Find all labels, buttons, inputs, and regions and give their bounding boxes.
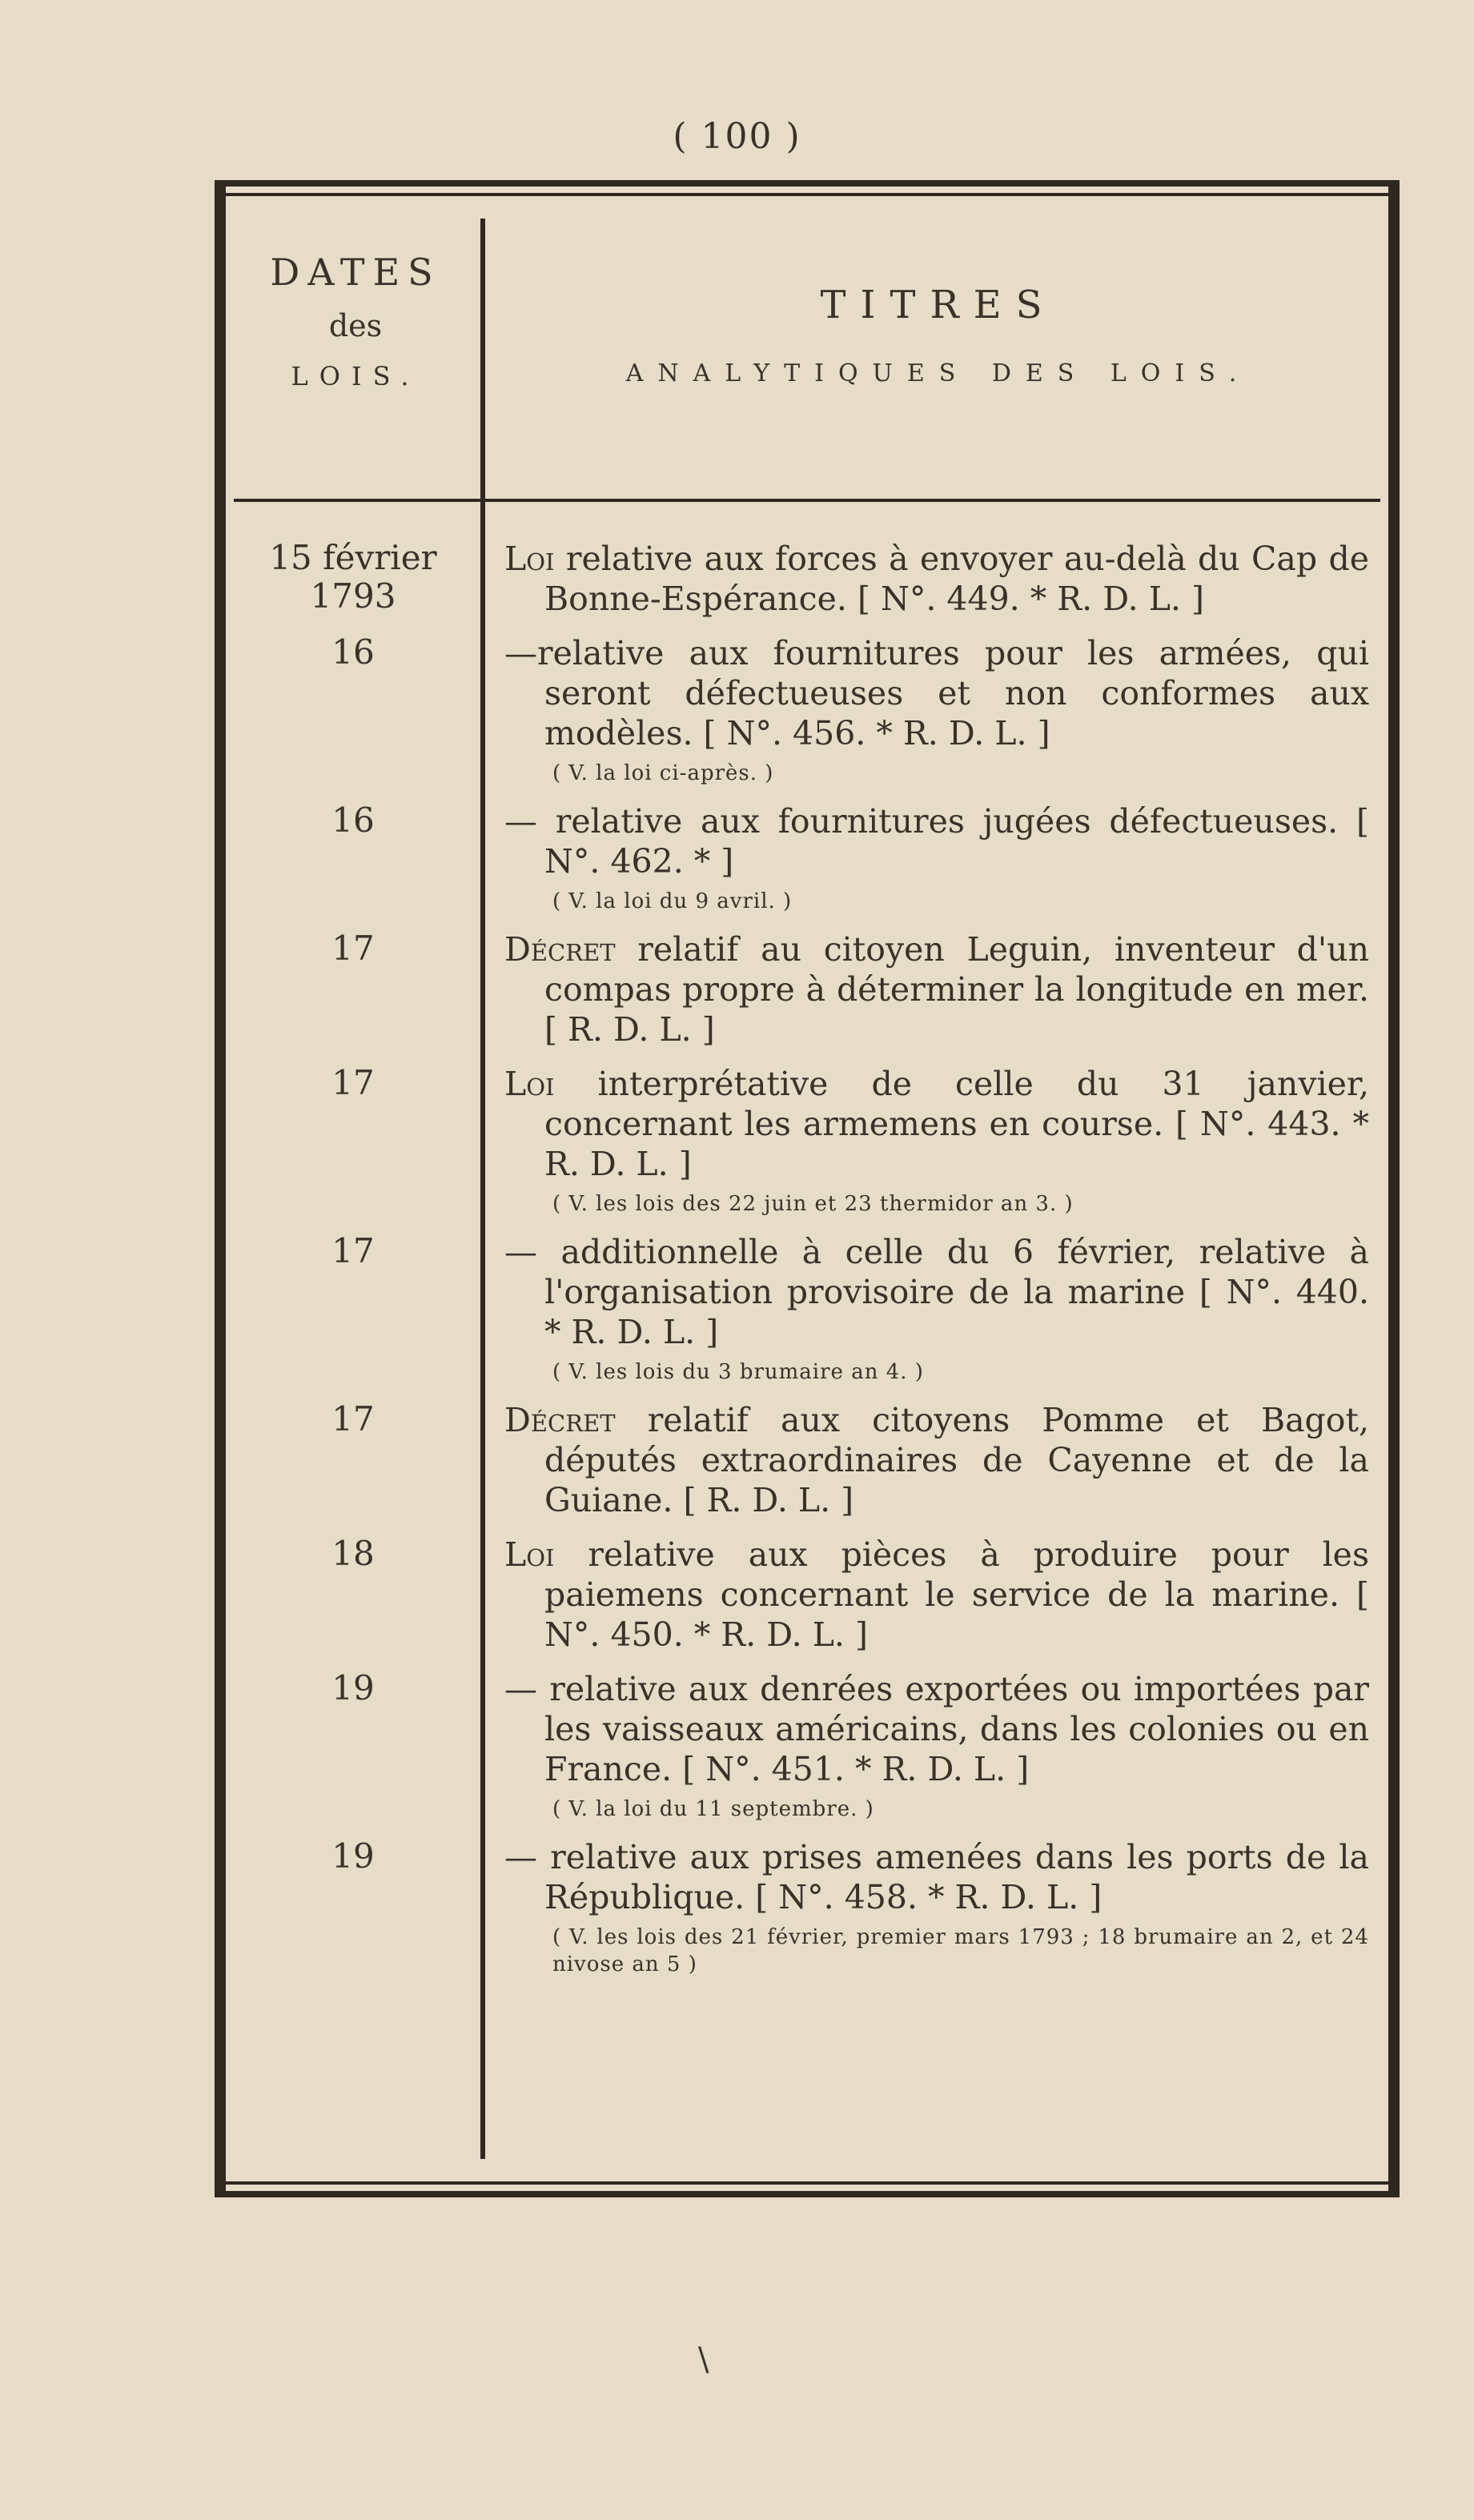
entry-text: — additionnelle à celle du 6 février, relative à l'organisation provisoire de la marine [ N°. 440. * R. D. L. ] ( V. les lois du 3 brumaire an 4. ) (504, 1233, 1369, 1384)
list-item (226, 929, 1388, 1049)
list-item (226, 1837, 1388, 1978)
entry-text: —relative aux fournitures pour les armées, qui seront défectueuses et non conformes aux modèles. [ N°. 456. * R. D. L. ] ( V. la loi ci-après. ) (504, 634, 1369, 785)
dates-column-header (235, 251, 476, 391)
entry-note: ( V. les lois du 3 brumaire an 4. ) (552, 1360, 924, 1384)
dates-header-des: des (328, 308, 383, 343)
dates-header-title: DATES (270, 251, 441, 294)
entry-text: Décret relatif aux citoyens Pomme et Bagot, députés extraordinaires de Cayenne et de la Guiane. [ R. D. L. ] (504, 1401, 1369, 1519)
entry-text: Loi relative aux forces à envoyer au-delà du Cap de Bonne-Espérance. [ N°. 449. * R. D. L. ] (504, 540, 1369, 618)
bottom-mark: \ (698, 2341, 709, 2378)
entry-date: 16 (331, 801, 375, 840)
entry-note: ( V. la loi du 11 septembre. ) (552, 1797, 874, 1821)
list-item (226, 801, 1388, 915)
entry-date: 18 (331, 1534, 375, 1573)
entry-note: ( V. les lois des 21 février, premier mars 1793 ; 18 brumaire an 2, et 24 nivose an 5 ) (552, 1925, 1369, 1976)
titles-column-header (490, 283, 1387, 387)
header-rule (234, 499, 1380, 502)
entry-date: 19 (331, 1668, 375, 1707)
dates-header-lois: LOIS. (291, 361, 420, 391)
table-frame (215, 180, 1400, 2197)
entry-text: — relative aux fournitures jugées défectueuses. [ N°. 462. * ] ( V. la loi du 9 avril. ) (504, 802, 1369, 913)
titles-header-subtitle: ANALYTIQUES DES LOIS. (625, 359, 1251, 387)
entry-date: 19 (331, 1836, 375, 1876)
entry-date: 17 (331, 1063, 375, 1102)
entry-text: — relative aux prises amenées dans les ports de la République. [ N°. 458. * R. D. L. ] ( V. les lois des 21 février, premier mars 1793 ; 18 brumaire an 2, et 24 nivose an 5 ) (504, 1838, 1369, 1976)
entry-date: 16 (331, 632, 375, 672)
entry-note: ( V. les lois des 22 juin et 23 thermidor an 3. ) (552, 1192, 1074, 1216)
list-item (226, 1400, 1388, 1520)
entry-date: 17 (331, 929, 375, 968)
list-item (226, 1064, 1388, 1218)
list-item (226, 633, 1388, 787)
entry-date: 17 (331, 1399, 375, 1439)
entry-text: Décret relatif au citoyen Leguin, inventeur d'un compas propre à déterminer la longitude en mer. [ R. D. L. ] (504, 930, 1369, 1049)
list-item (226, 539, 1388, 619)
entry-date: 15 février 1793 (269, 538, 437, 616)
list-item (226, 1669, 1388, 1823)
entry-text: Loi relative aux pièces à produire pour les paiemens concernant le service de la marine. [ N°. 450. * R. D. L. ] (504, 1535, 1369, 1654)
entries-list (226, 539, 1388, 1992)
entry-text: Loi interprétative de celle du 31 janvier, concernant les armemens en course. [ N°. 443. * R. D. L. ] ( V. les lois des 22 juin et 23 thermidor an 3. ) (504, 1065, 1369, 1216)
titles-header-title: TITRES (820, 283, 1057, 327)
list-item (226, 1232, 1388, 1386)
entry-note: ( V. la loi ci-après. ) (552, 761, 774, 785)
entry-text: — relative aux denrées exportées ou importées par les vaisseaux américains, dans les colonies ou en France. [ N°. 451. * R. D. L. ] ( V. la loi du 11 septembre. ) (504, 1670, 1369, 1821)
page-number: ( 100 ) (673, 116, 801, 157)
entry-date: 17 (331, 1231, 375, 1270)
entry-note: ( V. la loi du 9 avril. ) (552, 889, 793, 913)
list-item (226, 1535, 1388, 1655)
